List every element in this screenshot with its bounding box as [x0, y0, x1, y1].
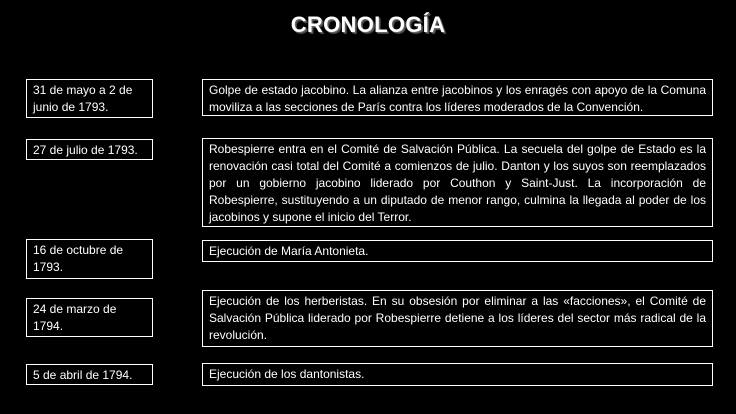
slide-title: CRONOLOGÍA [290, 12, 446, 37]
event-date-1: 31 de mayo a 2 de junio de 1793. [26, 79, 153, 118]
event-description-3: Ejecución de María Antonieta. [202, 240, 713, 262]
event-date-5: 5 de abril de 1794. [26, 364, 153, 385]
event-description-1: Golpe de estado jacobino. La alianza entre jacobinos y los enragés con apoyo de la Comuna moviliza a las secciones de París contra los líderes moderados de la Convención. [202, 79, 713, 116]
event-date-4: 24 de marzo de 1794. [26, 298, 153, 337]
event-description-5: Ejecución de los dantonistas. [202, 363, 713, 386]
event-description-2: Robespierre entra en el Comité de Salvación Pública. La secuela del golpe de Estado es la renovación casi total del Comité a comienzos de julio. Danton y los suyos son reemplazados por un gobierno jacobino liderado por Couthon y Saint-Just. La incorporación de Robespierre, sustituyendo a un diputado de menor rango, culmina la llegada al poder de los jacobinos y supone el inicio del Terror. [202, 138, 713, 227]
event-date-3: 16 de octubre de 1793. [26, 239, 153, 279]
event-description-4: Ejecución de los herberistas. En su obsesión por eliminar a las «facciones», el Comité de Salvación Pública liderado por Robespierre detiene a los líderes del sector más radical de la revolución. [202, 290, 713, 347]
event-date-2: 27 de julio de 1793. [26, 139, 153, 160]
